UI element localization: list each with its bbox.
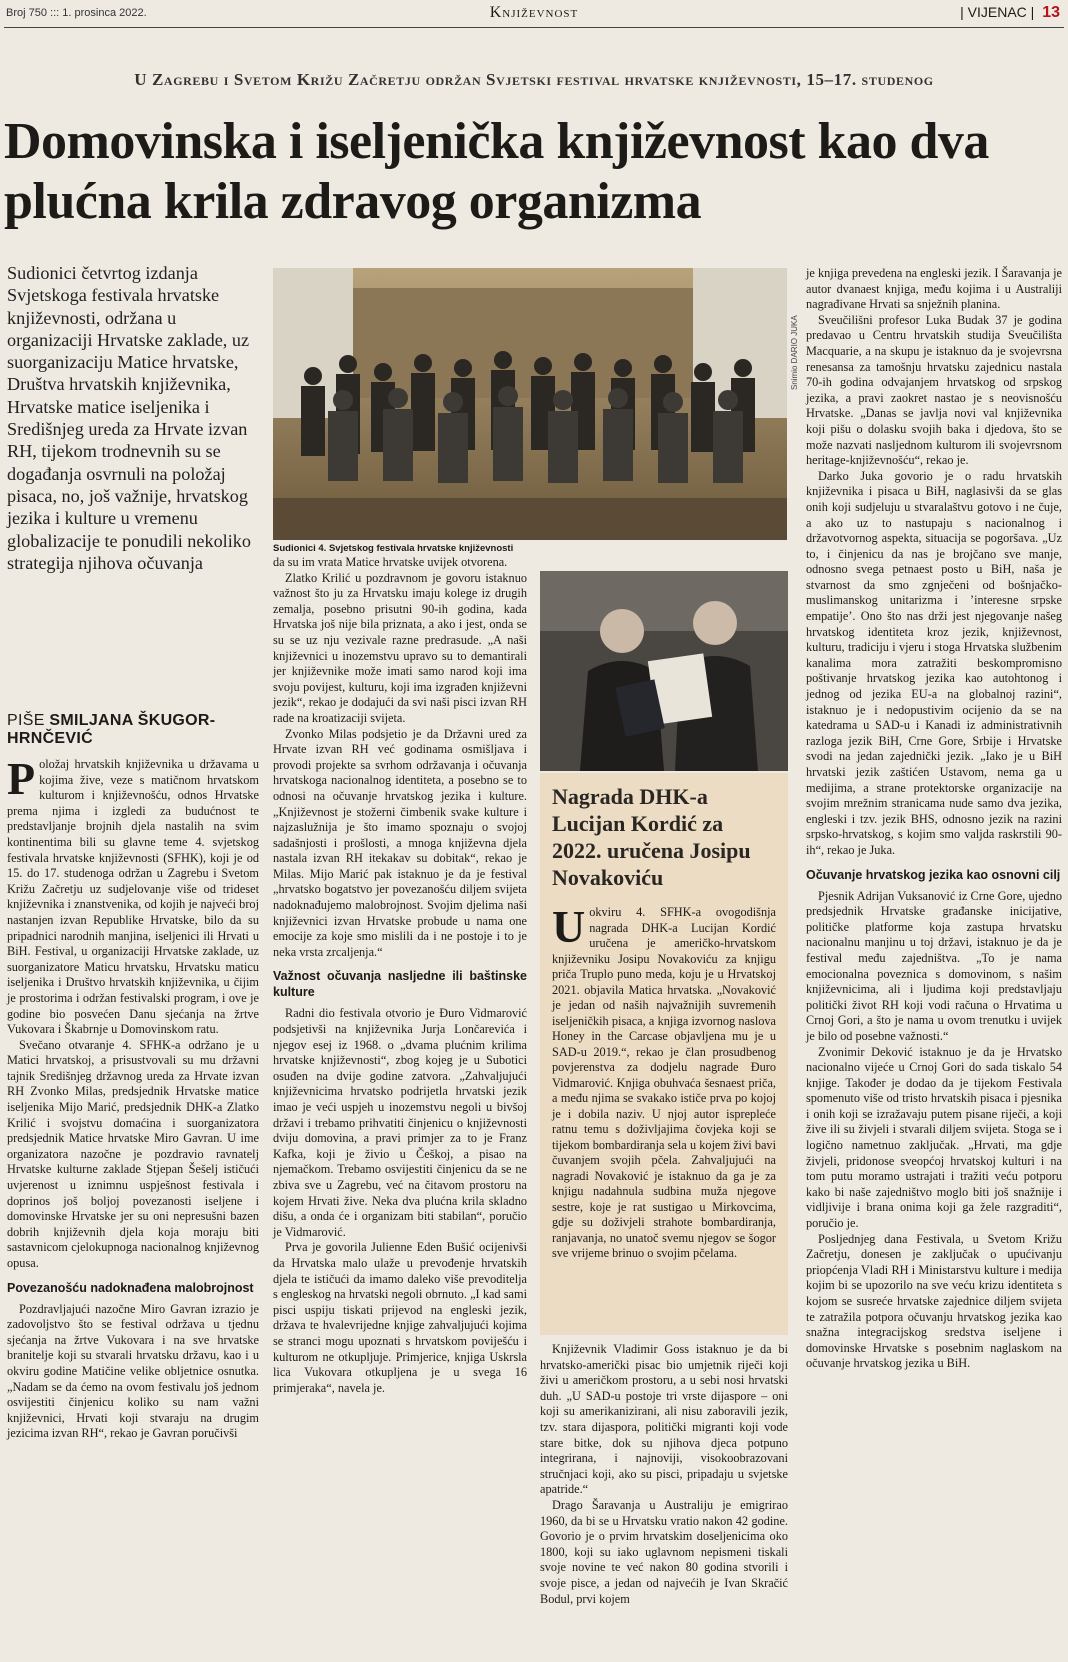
paragraph: Drago Šaravanja u Australiju je emigrirao 1960, da bi se u Hrvatsku vratio nakon 42 godine. Govorio je o prvim hrvatskim doseljenicima oko 1800, koji su iako uglavnom nepismeni tiskali svoje novine te već nakon 80 godina stvorili i svoje pisce, a jedan od najvećih je Ivan Skračić Bodul, prvi kojem: [540, 1497, 788, 1606]
byline-author: SMILJANA ŠKUGOR-HRNČEVIĆ: [7, 712, 216, 747]
byline: [7, 712, 259, 748]
award-box: [540, 773, 788, 1335]
photo-caption: Sudionici 4. Svjetskog festivala hrvatske književnosti: [273, 543, 514, 554]
paragraph: Zvonimir Deković istaknuo je da je Hrvatsko nacionalno vijeće u Crnoj Gori do sada tiskalo 54 knjige. Također je dodao da je tijekom Festivala spomenuto više od tristo hrvatskih pisaca i pjesnika i onih koji se izražavaju putem pisane riječi, a koji žive ili su živjeli i stvarali diljem svijeta. Stoga se i logično nametnuo zaključak. „Hrvati, ma gdje živjeli, pridonose sveopćoj hrvatskoj kulturi i na tom putu moramo ustrajati i tražiti veću potporu kako bi naše zajedništvo moglo biti još snažnije i vidljivije i brana onima koji ga žele razgraditi“, poručio je.: [806, 1044, 1062, 1231]
column-2: [273, 555, 527, 1396]
paragraph: da su im vrata Matice hrvatske uvijek otvorena.: [273, 555, 508, 569]
paragraph: Prva je govorila Julienne Eden Bušić ocijenivši da Hrvatska malo ulaže u prevođenje hrvatskih djela te ističući da imamo daleko više prevoditelja s engleskog na hrvatski negoli obrnuto. „I kad sami pisci uspiju tiskati prijevod na engleski jezik, država te hvalevrijedne knjige zahvaljujući kojima se stranci mogu upoznati s hrvatskom poviješću i kulturom ne otkupljuje. Primjerice, knjiga Uskrsla lica Vukovara otkupljena je u svega 16 primjeraka“, navela je.: [273, 1240, 527, 1395]
issue-date: Broj 750 ::: 1. prosinca 2022.: [6, 7, 147, 19]
kicker: U Zagrebu i Svetom Križu Začretju održan Svjetski festival hrvatske književnosti, 15–17. studenog: [134, 70, 934, 89]
page-number: 13: [1042, 4, 1060, 21]
paragraph: U okviru 4. SFHK-a ovogodišnja nagrada DHK-a Lucijan Kordić uručena je američko-hrvatskom književniku Josipu Novakoviću za knjigu priča Truplo puno meda, koju je u Hrvatskoj 2021. objavila Matica hrvatska. „Novaković je jedan od naših najvažnijih suvremenih iseljeničkih pisaca, a knjiga izvornog naslova Honey in the Carcase objavljena mu je u SAD-u 2019.“, rekao je član prosudbenog povjerenstva za dodjelu nagrade Đuro Vidmarović. Knjiga obuhvaća šesnaest priča, a među njima se svakako ističe prva po kojoj je i dobila naziv. U njoj autor isprepleće ratnu temu s doživljajima čovjeka koji se tijekom bombardiranja sela u kojem živi bavi čuvanjem svojih pčela. Zahvaljujući na nagradi Novaković je istaknuo da ga je za knjigu nadahnula sudbina muža njegove sestre, koje je rat sustigao u Mirkovcima, gdje su doživjeli strahote bombardiranja, ranjavanja, no unatoč svemu njegov se šogor sve vrijeme brinuo o svojim pčelama.: [552, 901, 776, 1260]
group-photo: [273, 268, 787, 540]
subheading: Povezanošću nadoknađena malobrojnost: [7, 1280, 254, 1295]
drop-cap: U: [552, 901, 586, 952]
paragraph: Radni dio festivala otvorio je Đuro Vidmarović podsjetivši na književnika Jurja Lončarevića i njegov esej iz 1968. o „dvama plućnim krilima hrvatske književnosti“, zbog kojeg je u Subotici osuđen na dvije godine zatvora. „Zahvaljujući književnicima hrvatsko podrijetla hrvatski jezik imao je veći uspjeh u inozemstvu negoli u bivšoj državi i trebamo prihvatiti činjenicu o književnosti dviju domovina, a pravi primjer za to je Franz Kafka, koji je živio u Češkoj, a pisao na njemačkom. Trebamo osvijestiti činjenicu da se ne zbiva sve u Zagrebu, već na čitavom prostoru na kojem Hrvati žive. Neka dva plućna krila skladno dišu, a onda će i organizam biti stabilan“, poručio je Vidmarović.: [273, 1006, 527, 1239]
photo-credit: Snimio DARIO JUKA: [790, 315, 799, 390]
masthead-name: VIJENAC: [967, 4, 1027, 20]
page-header: [0, 2, 1068, 28]
paragraph: Zvonko Milas podsjetio je da Državni ured za Hrvate izvan RH već godinama osmišljava i provodi projekte sa svrhom održavanja i očuvanja hrvatskoga nacionalnog identiteta, a posebno se to odnosi na očuvanje hrvatskog jezika i kulture. „Književnost je stožerni čimbenik svake kulture i najzaslužnija je što imamo spoznaju o svojoj sadašnjosti i prošlosti, a mnoga književna djela nastala izvan RH itekakav su dobitak“, rekao je Milas. Mijo Marić pak istaknuo je da je festival „hrvatsko bogatstvo jer povezanošću diljem svijeta nadoknađujemo malobrojnost. Svojim djelima naši književnici izvan Hrvatske probude u nama one emocije za koje smo mislili da i ne postoje i to je neka vrsta zrcaljenja.“: [273, 726, 527, 959]
paragraph: Pozdravljajući nazočne Miro Gavran izrazio je zadovoljstvo što se festival održava u tjednu sjećanja na žrtve Vukovara i na sve hrvatske branitelje koji su stvarali hrvatsku državu, kao i u okviru godine Matičine velike obljetnice osnutka. „Nadam se da ćemo na ovom festivalu još jednom osvijestiti činjenicu koliko su nam važni književnici, Hrvati koji stvaraju na drugim jezicima izvan RH“, rekao je Gavran poručivši: [7, 1301, 259, 1441]
paragraph: Darko Juka govorio je o radu hrvatskih književnika i pisaca u BiH, naglasivši da se glas onih koji sudjeluju u stvaralaštvu gotovo i ne čuje, a ako uz to nastupaju s nacionalnog i državotvornog aspekta, situacija se pogoršava. „Uz to, i činjenicu da nas je brojčano sve manje, odnosno svega petnaest posto u BiH, naša je stvarnost da smo zgnječeni od bošnjačko-muslimanskog unitarizma i ’interesne srpske empatije’. Ono što nas drži jest njegovanje našeg hrvatskog identiteta kroz jezik, književnost, kulturu, tradiciju i vjeru i stoga Hrvatska službenim kanalima mora zatražiti beskompromisno poštivanje hrvatskog jezika kao autohtonog i jednog od jezika EU-a na globalnoj razini“, istaknuo je i nedopustivim ocijenio da se na katedrama u SAD-u i Kanadi iz administrativnih razloga jezik BiH, Crne Gore, Srbije i Hrvatske svodi na jedan zajednički jezik. „Iako je u BiH hrvatski jezik zaštićen Ustavom, nema ga u medijima, a strane protektorske organizacije na svojim mrežnim stranicama nude samo dva jezika, engleski i tzv. jezik BHS, odnosno jezik na razini srpsko-hrvatskog, s kojim smo valjda raskrstili 90-ih“, rekao je Juka.: [806, 468, 1062, 857]
paragraph: Zlatko Krilić u pozdravnom je govoru istaknuo važnost što ju za Hrvatsku imaju kolege iz drugih zemalja, posebno prisutni 90-ih godina, kada Hrvatska još nije bila priznata, a ako i jest, onda se su se uz nju vezivale razne predrasude. „A naši književnici u inozemstvu upravo su to demantirali jer književnike može imati samo narod koji ima svoju povijest, kulturu, koji ima izgrađen književni jezik“, rekao je dodajući da svi naši pisci izvan RH rade na kroatizaciji svijeta.: [273, 570, 527, 725]
drop-cap: P: [7, 753, 36, 804]
subheading: Važnost očuvanja nasljedne ili baštinske kulture: [273, 969, 527, 1000]
paragraph: Posljednjeg dana Festivala, u Svetom Križu Začretju, donesen je zaključak o upućivanju priopćenja Vladi RH i Ministarstvu kulture i medija kojim bi se upozorilo na sve veću krizu identiteta s kojom se susreće hrvatske zajednice diljem svijeta te zatražila potpora očuvanju hrvatskog jezika kao snažna integracijskog sredstva iseljene i domovinske Hrvatske s posebnim naglaskom na očuvanje hrvatskog jezika u BiH.: [806, 1231, 1062, 1371]
column-3: [540, 1342, 788, 1607]
box-title: Nagrada DHK-a Lucijan Kordić za 2022. uručena Josipu Novakoviću: [552, 784, 751, 890]
byline-prefix: PIŠE: [7, 712, 45, 729]
box-text: [552, 901, 776, 1262]
paragraph: Pjesnik Adrijan Vuksanović iz Crne Gore, ujedno predsjednik Hrvatske građanske inicijative, političke platforme koja zastupa hrvatsku nacionalnu manjinu u toj državi, istaknuo je da je festival među zajedništva. „To je nama emocionalna poveznica s domovinom, s našim književnicima, ali i ljudima koji predstavljaju politički život RH koji vodi računa o Hrvatima u Crnoj Gori, a što je nama u ovom trenutku i uvijek je bilo od posebne važnosti.“: [806, 888, 1062, 1043]
paragraph: je knjiga prevedena na engleski jezik. I Šaravanja je autor dvanaest knjiga, među kojima i u Australiji nagrađivane Hrvati sa snježnih planina.: [806, 266, 1062, 312]
column-4: [806, 266, 1062, 1372]
paragraph: Sveučilišni profesor Luka Budak 37 je godina predavao u Centru hrvatskih studija Sveučilišta Macquarie, a na skupu je istaknuo da je svojevrsna renesansa za tamošnju hrvatsku zajednicu nastala 70-ih godina odvajanjem hrvatskog od srpskog jezika, a pravi zaokret nastao je s neovisnošću Hrvatske. „Danas se javlja novi val književnika koji pišu o dolasku svojih baka i djedova, što se može nazvati nasljednom kulturom ili svojevrsnom heritage-književnošću“, rekao je.: [806, 312, 1062, 468]
paragraph: Književnik Vladimir Goss istaknuo je da bi hrvatsko-američki pisac bio umjetnik riječi koji živi u američkom prostoru, a u sebi nosi hrvatski duh. „U SAD-u postoje tri vrste dijaspore – oni koji su amerikanizirani, ali nisu zaboravili jezik, tzv. stara dijaspora, politički migranti koji vode stare bitke, dok su njihova djeca potpuno integrirana, i najnoviji, visokoobrazovani stručnjaci koji, ako su pisci, pripadaju u svjetske apatride.“: [540, 1342, 788, 1497]
subheading: Očuvanje hrvatskog jezika kao osnovni cilj: [806, 867, 1061, 882]
header-rule: [4, 27, 1064, 28]
lead-paragraph: Sudionici četvrtog izdanja Svjetskoga festivala hrvatske književnosti, održana u organizaciji Hrvatske zaklade, uz suorganizaciju Matice hrvatske, Društva hrvatskih književnika, Hrvatske matice iseljenika i Središnjeg ureda za Hrvate izvan RH, tijekom trodnevnih su se događanja osvrnuli na položaj pisaca, no, još važnije, hrvatskog jezika i kulture u vremenu globalizacije te ponudili nekoliko strategija njihova očuvanja: [7, 263, 251, 573]
paragraph: Položaj hrvatskih književnika u državama u kojima žive, veze s matičnom hrvatskom kulturom i književnošću, odnos Hrvatske prema njima i izgledi za budućnost te predstavljanje brojnih djela nastalih na svim kontinentima bili su glavne teme 4. svjetskog festivala hrvatske književnosti (SFHK), koji je od 15. do 17. studenoga održan u Zagrebu i Svetom Križu Začretju uz sudjelovanje više od trideset književnika i znanstvenika, od kojih je najveći broj nastanjen izvan Republike Hrvatske, bilo da su pripadnici narodnih manjina, iseljenici ili Hrvati u BiH. Festival, u organizaciji Hrvatske zaklade, uz suorganizatore Maticu hrvatsku, Hrvatsku maticu iseljenika i Društvo hrvatskih književnika, u čijim je prostorima i održan festivalski program, i ove je godine bio posvećen Danu sjećanja na žrtve Vukovara i Škabrnje u Domovinskom ratu.: [7, 753, 259, 1037]
column-1: [7, 753, 259, 1442]
paragraph: Svečano otvaranje 4. SFHK-a održano je u Matici hrvatskoj, a prisustvovali su mu državni tajnik Središnjeg državnog ureda za Hrvate izvan RH Zvonko Milas, predsjednik Hrvatske matice iseljenika Mijo Marić, predsjednik DHK-a Zlatko Krilić i svojstvu domaćina i suorganizatora predsjednik Matice hrvatske Miro Gavran. U ime organizatora nazočne je pozdravio ravnatelj Hrvatske kulturne zaklade Stjepan Šešelj ističući uvjerenost u iznimnu uspješnost festivala i doprinos još boljoj povezanosti iseljene i domovinske Hrvatske jer su oni nepresušni bazen dobrih književnih djela koja moraju biti sastavnicom cjelokupnoga nacionalnog književnog opusa.: [7, 1037, 259, 1270]
headline: Domovinska i iseljenička književnost kao dva plućna krila zdravog organizma: [4, 113, 989, 230]
section-name: Književnost: [489, 4, 579, 21]
masthead: | VIJENAC | 13: [960, 4, 1060, 21]
award-photo: [540, 571, 788, 771]
